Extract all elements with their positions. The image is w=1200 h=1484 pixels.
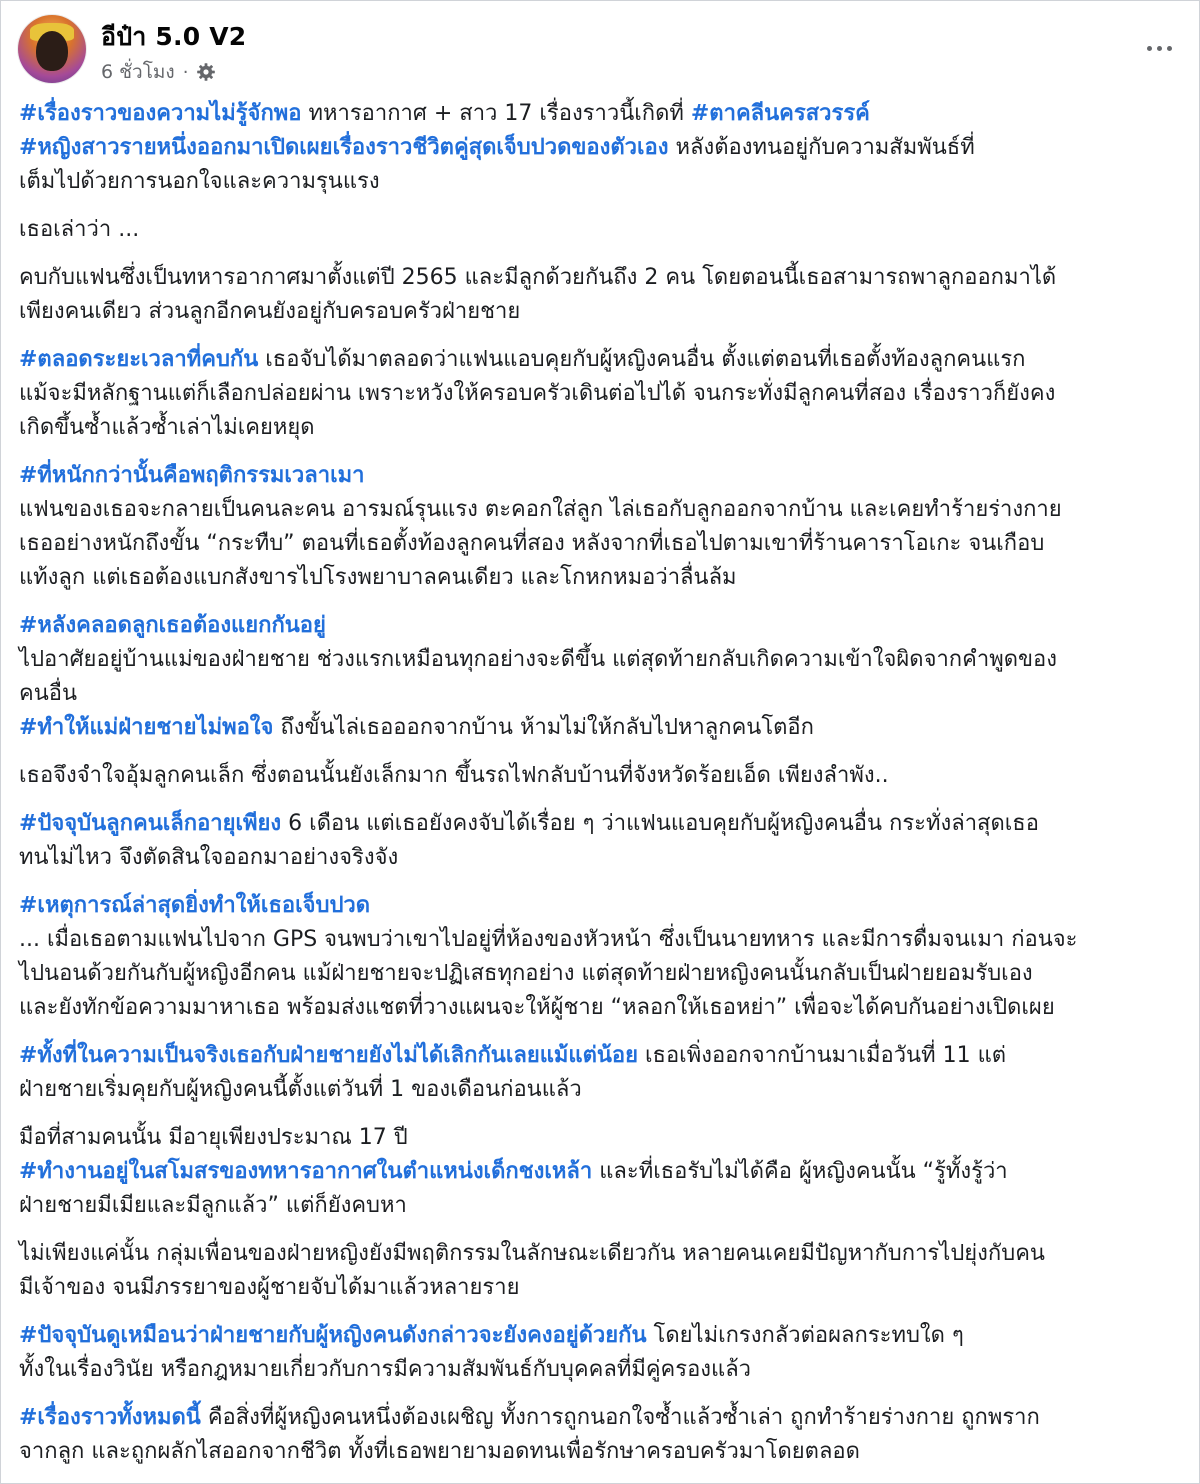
post-line (19, 377, 1191, 411)
post-line (19, 561, 1191, 595)
post-text: มือที่สามคนนั้น มีอายุเพียงประมาณ 17 ปี (19, 1125, 408, 1150)
post-paragraph (19, 261, 1191, 329)
post-line (19, 459, 1191, 493)
post-paragraph (19, 759, 1191, 793)
post-meta (101, 57, 216, 87)
post-text: ฝ่ายชายเริ่มคุยกับผู้หญิงคนนี้ตั้งแต่วันที่ 1 ของเดือนก่อนแล้ว (19, 1077, 582, 1102)
post-paragraph (19, 1237, 1191, 1305)
post-line (19, 165, 1191, 199)
post-text: เธอจึงจำใจอุ้มลูกคนเล็ก ซึ่งตอนนั้นยังเล็กมาก ขึ้นรถไฟกลับบ้านที่จังหวัดร้อยเอ็ด เพียงลำพัง.. (19, 763, 889, 788)
post-line (19, 1435, 1191, 1469)
post-text: คบกับแฟนซึ่งเป็นทหารอากาศมาตั้งแต่ปี 2565 และมีลูกด้วยกันถึง 2 คน โดยตอนนี้เธอสามารถพาลูกออกมาได้ (19, 265, 1057, 290)
post-time[interactable]: 6 ชั่วโมง (101, 61, 175, 83)
post-text: ไปนอนด้วยกันกับผู้หญิงอีกคน แม้ฝ่ายชายจะปฏิเสธทุกอย่าง แต่สุดท้ายฝ่ายหญิงคนนั้นกลับเป็นฝ่ายยอมรับเอง (19, 961, 1033, 986)
post-line (19, 609, 1191, 643)
post-line (19, 295, 1191, 329)
post-text: คือสิ่งที่ผู้หญิงคนหนึ่งต้องเผชิญ ทั้งการถูกนอกใจซ้ำแล้วซ้ำเล่า ถูกทำร้ายร่างกาย ถูกพราก (200, 1405, 1040, 1430)
post-paragraph (19, 1121, 1191, 1223)
post-line (19, 957, 1191, 991)
hashtag-link[interactable]: #ตลอดระยะเวลาที่คบกัน (19, 347, 259, 372)
hashtag-link[interactable]: #หลังคลอดลูกเธอต้องแยกกันอยู่ (19, 613, 326, 638)
post-paragraph (19, 343, 1191, 445)
post-line (19, 1121, 1191, 1155)
avatar-face-shape (36, 31, 68, 71)
post-line (19, 1271, 1191, 1305)
post-line (19, 527, 1191, 561)
post-line (19, 1189, 1191, 1223)
post-text: เธออย่างหนักถึงขั้น “กระทืบ” ตอนที่เธอตั้งท้องลูกคนที่สอง หลังจากที่เธอไปตามเขาที่ร้านคาราโอเกะ จนเกือบ (19, 531, 1045, 556)
post-body (19, 97, 1191, 1483)
post-paragraph (19, 1039, 1191, 1107)
post-text: เกิดขึ้นซ้ำแล้วซ้ำเล่าไม่เคยหยุด (19, 415, 315, 440)
post-text: โดยไม่เกรงกลัวต่อผลกระทบใด ๆ (646, 1323, 964, 1348)
hashtag-link[interactable]: #เรื่องราวทั้งหมดนี้ (19, 1405, 201, 1430)
post-text: เธอจับได้มาตลอดว่าแฟนแอบคุยกับผู้หญิงคนอื่น ตั้งแต่ตอนที่เธอตั้งท้องลูกคนแรก (258, 347, 1026, 372)
post-line (19, 759, 1191, 793)
post-text: และที่เธอรับไม่ได้คือ ผู้หญิงคนนั้น “รู้ทั้งรู้ว่า (592, 1159, 1008, 1184)
hashtag-link[interactable]: #เรื่องราวของความไม่รู้จักพอ (19, 101, 302, 126)
more-dot (1147, 46, 1152, 51)
post-line (19, 889, 1191, 923)
meta-separator: · (182, 61, 189, 83)
hashtag-link[interactable]: #ทำงานอยู่ในสโมสรของทหารอากาศในตำแหน่งเด็กชงเหล้า (19, 1159, 593, 1184)
post-line (19, 1039, 1191, 1073)
post-line (19, 343, 1191, 377)
post-text: ทนไม่ไหว จึงตัดสินใจออกมาอย่างจริงจัง (19, 845, 399, 870)
post-line (19, 677, 1191, 711)
hashtag-link[interactable]: #หญิงสาวรายหนึ่งออกมาเปิดเผยเรื่องราวชีวิตคู่สุดเจ็บปวดของตัวเอง (19, 135, 669, 160)
post-line (19, 1155, 1191, 1189)
more-dot (1157, 46, 1162, 51)
post-line (19, 991, 1191, 1025)
post-header (1, 1, 1200, 97)
author-name[interactable]: อีป๋า 5.0 V2 (101, 22, 247, 51)
hashtag-link[interactable]: #ทั้งที่ในความเป็นจริงเธอกับฝ่ายชายยังไม่ได้เลิกกันเลยแม้แต่น้อย (19, 1043, 639, 1068)
post-text: ... เมื่อเธอตามแฟนไปจาก GPS จนพบว่าเขาไปอยู่ที่ห้องของหัวหน้า ซึ่งเป็นนายทหาร และมีการดื่มจนเมา ก่อนจะ (19, 927, 1078, 952)
post-line (19, 261, 1191, 295)
post-paragraph (19, 807, 1191, 875)
post-paragraph (19, 213, 1191, 247)
post-line (19, 923, 1191, 957)
post-text: ทหารอากาศ + สาว 17 เรื่องราวนี้เกิดที่ (301, 101, 691, 126)
post-text: เพียงคนเดียว ส่วนลูกอีกคนยังอยู่กับครอบครัวฝ่ายชาย (19, 299, 521, 324)
avatar[interactable] (18, 15, 86, 83)
post-text: ทั้งในเรื่องวินัย หรือกฎหมายเกี่ยวกับการมีความสัมพันธ์กับบุคคลที่มีคู่ครองแล้ว (19, 1357, 752, 1382)
post-line (19, 1353, 1191, 1387)
post-text: ไม่เพียงแค่นั้น กลุ่มเพื่อนของฝ่ายหญิงยังมีพฤติกรรมในลักษณะเดียวกัน หลายคนเคยมีปัญหากับการไปยุ่งกับคน (19, 1241, 1045, 1266)
post-paragraph (19, 1319, 1191, 1387)
more-options-button[interactable] (1139, 33, 1179, 63)
post-line (19, 411, 1191, 445)
post-text: เธอเล่าว่า ... (19, 217, 140, 242)
post-line (19, 97, 1191, 131)
post-text: คนอื่น (19, 681, 78, 706)
post-line (19, 643, 1191, 677)
post-line (19, 807, 1191, 841)
gear-icon[interactable] (196, 62, 216, 82)
more-dot (1167, 46, 1172, 51)
hashtag-link[interactable]: #ที่หนักกว่านั้นคือพฤติกรรมเวลาเมา (19, 463, 365, 488)
post-paragraph (19, 609, 1191, 745)
post-text: เธอเพิ่งออกจากบ้านมาเมื่อวันที่ 11 แต่ (638, 1043, 1007, 1068)
post-text: แท้งลูก แต่เธอต้องแบกสังขารไปโรงพยาบาลคนเดียว และโกหกหมอว่าลื่นล้ม (19, 565, 737, 590)
post-text: หลังต้องทนอยู่กับความสัมพันธ์ที่ (668, 135, 975, 160)
hashtag-link[interactable]: #ปัจจุบันลูกคนเล็กอายุเพียง (19, 811, 282, 836)
post-text: มีเจ้าของ จนมีภรรยาของผู้ชายจับได้มาแล้วหลายราย (19, 1275, 520, 1300)
post-line (19, 1073, 1191, 1107)
hashtag-link[interactable]: #ตาคลีนครสวรรค์ (690, 101, 870, 126)
post-paragraph (19, 97, 1191, 199)
post-line (19, 711, 1191, 745)
post-text: เต็มไปด้วยการนอกใจและความรุนแรง (19, 169, 380, 194)
post-line (19, 1401, 1191, 1435)
post-text: และยังทักข้อความมาหาเธอ พร้อมส่งแชตที่วางแผนจะให้ผู้ชาย “หลอกให้เธอหย่า” เพื่อจะได้คบกันอย่างเปิดเผย (19, 995, 1055, 1020)
hashtag-link[interactable]: #ทำให้แม่ฝ่ายชายไม่พอใจ (19, 715, 274, 740)
post-text: ไปอาศัยอยู่บ้านแม่ของฝ่ายชาย ช่วงแรกเหมือนทุกอย่างจะดีขึ้น แต่สุดท้ายกลับเกิดความเข้าใจผิดจากคำพูดของ (19, 647, 1057, 672)
post-text: 6 เดือน แต่เธอยังคงจับได้เรื่อย ๆ ว่าแฟนแอบคุยกับผู้หญิงคนอื่น กระทั่งล่าสุดเธอ (281, 811, 1039, 836)
post-paragraph (19, 459, 1191, 595)
post-paragraph (19, 889, 1191, 1025)
hashtag-link[interactable]: #ปัจจุบันดูเหมือนว่าฝ่ายชายกับผู้หญิงคนดังกล่าวจะยังคงอยู่ด้วยกัน (19, 1323, 647, 1348)
post-text: ฝ่ายชายมีเมียและมีลูกแล้ว” แต่ก็ยังคบหา (19, 1193, 407, 1218)
post-line (19, 131, 1191, 165)
hashtag-link[interactable]: #เหตุการณ์ล่าสุดยิ่งทำให้เธอเจ็บปวด (19, 893, 371, 918)
post-line (19, 213, 1191, 247)
post-text: ถึงขั้นไล่เธอออกจากบ้าน ห้ามไม่ให้กลับไปหาลูกคนโตอีก (273, 715, 814, 740)
post-paragraph (19, 1401, 1191, 1469)
post-line (19, 493, 1191, 527)
post-line (19, 1319, 1191, 1353)
post-text: แม้จะมีหลักฐานแต่ก็เลือกปล่อยผ่าน เพราะหวังให้ครอบครัวเดินต่อไปได้ จนกระทั่งมีลูกคนที่สอง เรื่องราวก็ยังคง (19, 381, 1056, 406)
post-text: จากลูก และถูกผลักไสออกจากชีวิต ทั้งที่เธอพยายามอดทนเพื่อรักษาครอบครัวมาโดยตลอด (19, 1439, 860, 1464)
post-line (19, 841, 1191, 875)
post-text: แฟนของเธอจะกลายเป็นคนละคน อารมณ์รุนแรง ตะคอกใส่ลูก ไล่เธอกับลูกออกจากบ้าน และเคยทำร้ายร่างกาย (19, 497, 1062, 522)
post-line (19, 1237, 1191, 1271)
